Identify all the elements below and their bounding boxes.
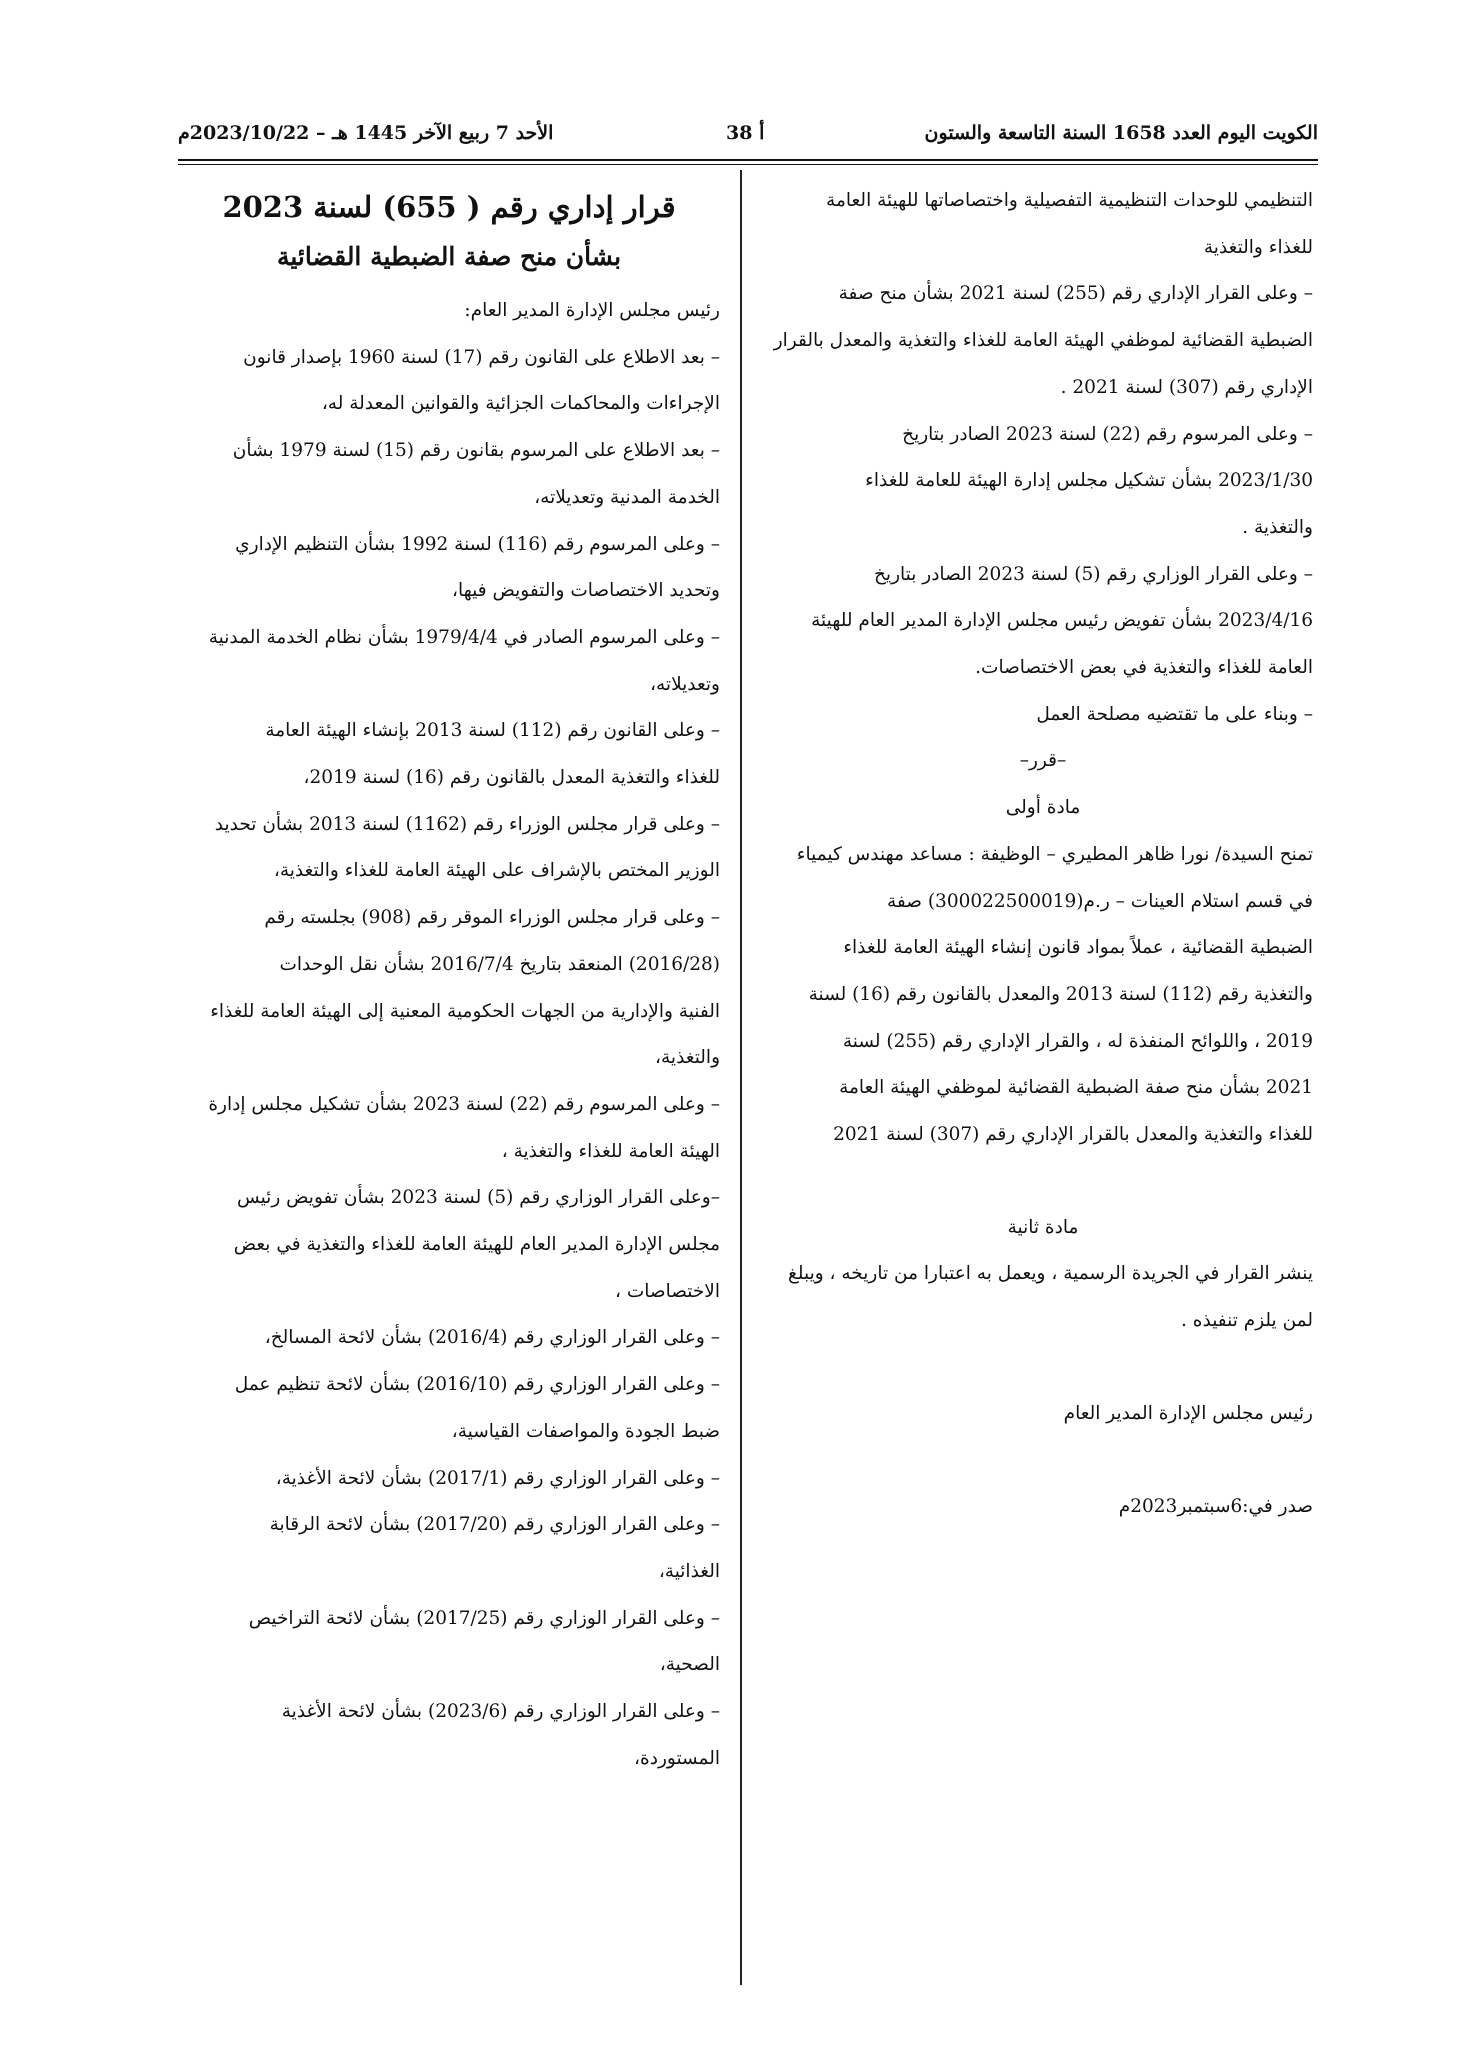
article-2-title: مادة ثانية [1007, 1216, 1079, 1238]
text-line: المستوردة، [634, 1747, 720, 1769]
spacer [773, 1345, 1313, 1391]
text-line: مجلس الإدارة المدير العام للهيئة العامة للغذاء والتغذية في بعض [233, 1234, 720, 1256]
text-line: – وعلى المرسوم الصادر في 1979/4/4 بشأن نظام الخدمة المدنية [208, 626, 720, 648]
text-line: 2023/1/30 بشأن تشكيل مجلس إدارة الهيئة للعامة للغذاء [865, 470, 1313, 492]
text-line: الضبطية القضائية لموظفي الهيئة العامة للغذاء والتغذية والمعدل بالقرار [773, 330, 1313, 352]
left-column [178, 178, 720, 1783]
signature-title: رئيس مجلس الإدارة المدير العام [1063, 1402, 1313, 1424]
page-header [178, 118, 1318, 158]
text-line: الفنية والإدارية من الجهات الحكومية المعنية إلى الهيئة العامة للغذاء [210, 1000, 720, 1022]
text-line: الوزير المختص بالإشراف على الهيئة العامة للغذاء والتغذية، [273, 860, 720, 882]
text-line: الضبطية القضائية ، عملاً بمواد قانون إنشاء الهيئة العامة للغذاء [843, 937, 1313, 959]
text-line: – بعد الاطلاع على المرسوم بقانون رقم (15) لسنة 1979 بشأن [232, 440, 720, 462]
text-line: الاختصاصات ، [614, 1280, 720, 1302]
text-line: لمن يلزم تنفيذه . [1181, 1310, 1313, 1332]
text-line: التنظيمي للوحدات التنظيمية التفصيلية واختصاصاتها للهيئة العامة [826, 190, 1313, 211]
text-line: 2023/4/16 بشأن تفويض رئيس مجلس الإدارة المدير العام للهيئة [811, 610, 1313, 632]
header-issue-info: الكويت اليوم العدد 1658 السنة التاسعة والستون [924, 122, 1318, 144]
text-line: – وعلى المرسوم رقم (116) لسنة 1992 بشأن التنظيم الإداري [235, 533, 720, 555]
text-line: – وعلى القانون رقم (112) لسنة 2013 بإنشاء الهيئة العامة [265, 720, 720, 742]
header-rule [178, 159, 1318, 161]
text-line: – وعلى القرار الوزاري رقم (5) لسنة 2023 الصادر بتاريخ [873, 563, 1313, 585]
decision-title: قرار إداري رقم ( 655) لسنة 2023 [222, 190, 676, 224]
article-2-body [773, 1251, 1313, 1344]
text-line: وتعديلاته، [650, 673, 720, 695]
text-line: 2021 بشأن منح صفة الضبطية القضائية لموظفي الهيئة العامة [839, 1077, 1313, 1099]
text-line: –وعلى القرار الوزاري رقم (5) لسنة 2023 بشأن تفويض رئيس [237, 1187, 720, 1209]
text-line: – وعلى المرسوم رقم (22) لسنة 2023 الصادر بتاريخ [902, 423, 1313, 445]
text-line: تمنح السيدة/ نورا ظاهر المطيري – الوظيفة : مساعد مهندس كيمياء [796, 843, 1313, 865]
text-line: الخدمة المدنية وتعديلاته، [534, 486, 720, 508]
text-line: – وعلى قرار مجلس الوزراء رقم (1162) لسنة 2013 بشأن تحديد [214, 813, 720, 835]
text-line: والتغذية رقم (112) لسنة 2013 والمعدل بالقانون رقم (16) لسنة [808, 983, 1313, 1005]
text-line: (2016/28) المنعقد بتاريخ 2016/7/4 بشأن نقل الوحدات [279, 953, 720, 975]
text-line: والتغذية . [1242, 516, 1313, 538]
text-line: الغذائية، [658, 1560, 720, 1582]
text-line: – وعلى قرار مجلس الوزراء الموقر رقم (908) بجلسته رقم [264, 907, 720, 929]
right-column [773, 178, 1313, 1530]
text-line: وتحديد الاختصاصات والتفويض فيها، [452, 580, 720, 602]
text-line: للغذاء والتغذية [1203, 236, 1313, 258]
article-1-body [773, 832, 1313, 1159]
text-line: ينشر القرار في الجريدة الرسمية ، ويعمل به اعتبارا من تاريخه ، ويبلغ [788, 1263, 1313, 1285]
text-line: – وعلى المرسوم رقم (22) لسنة 2023 بشأن تشكيل مجلس إدارة [208, 1093, 720, 1115]
text-line: الإداري رقم (307) لسنة 2021 . [1060, 376, 1313, 398]
left-column-body [178, 288, 720, 1783]
text-line: – وعلى القرار الوزاري رقم (2017/1) بشأن لائحة الأغذية، [275, 1467, 720, 1489]
text-line: – وعلى القرار الوزاري رقم (2017/20) بشأن لائحة الرقابة [269, 1514, 720, 1536]
text-line: – وعلى القرار الوزاري رقم (2016/10) بشأن لائحة تنظيم عمل [234, 1374, 720, 1396]
header-page-number: أ 38 [726, 122, 765, 144]
text-line: الصحية، [659, 1654, 720, 1676]
article-1-title: مادة أولى [1005, 797, 1081, 819]
text-line: – وعلى القرار الوزاري رقم (2016/4) بشأن لائحة المسالخ، [264, 1327, 720, 1349]
text-line: رئيس مجلس الإدارة المدير العام: [464, 300, 720, 321]
text-line: العامة للغذاء والتغذية في بعض الاختصاصات. [975, 657, 1313, 679]
header-date: الأحد 7 ربيع الآخر 1445 هـ – 2023/10/22م [178, 122, 554, 144]
text-line: في قسم استلام العينات – ر.م(300022500019) صفة [886, 890, 1313, 912]
text-line: للغذاء والتغذية المعدل بالقانون رقم (16) لسنة 2019، [303, 767, 720, 789]
spacer [773, 1438, 1313, 1484]
text-line: – وعلى القرار الوزاري رقم (2017/25) بشأن لائحة التراخيص [248, 1607, 720, 1629]
header-rule-thin [178, 164, 1318, 165]
text-line: الإجراءات والمحاكمات الجزائية والقوانين المعدلة له، [321, 393, 720, 415]
text-line: الهيئة العامة للغذاء والتغذية ، [501, 1140, 720, 1162]
text-line: – بعد الاطلاع على القانون رقم (17) لسنة 1960 بإصدار قانون [243, 346, 720, 368]
decision-word: –قرر– [1019, 750, 1067, 772]
text-line: والتغذية، [655, 1047, 720, 1069]
text-line: – وعلى القرار الوزاري رقم (2023/6) بشأن لائحة الأغذية [281, 1701, 720, 1723]
issue-date: صدر في:6سبتمبر2023م [1118, 1495, 1313, 1517]
right-column-body [773, 178, 1313, 738]
decision-subtitle: بشأن منح صفة الضبطية القضائية [276, 242, 622, 271]
spacer [773, 1159, 1313, 1205]
text-line: – وبناء على ما تقتضيه مصلحة العمل [1036, 703, 1313, 725]
column-divider [740, 170, 742, 1985]
text-line: للغذاء والتغذية والمعدل بالقرار الإداري رقم (307) لسنة 2021 [833, 1124, 1313, 1146]
text-line: ضبط الجودة والمواصفات القياسية، [451, 1420, 720, 1442]
text-line: – وعلى القرار الإداري رقم (255) لسنة 2021 بشأن منح صفة [838, 283, 1313, 305]
text-line: 2019 ، واللوائح المنفذة له ، والقرار الإداري رقم (255) لسنة [842, 1030, 1313, 1052]
